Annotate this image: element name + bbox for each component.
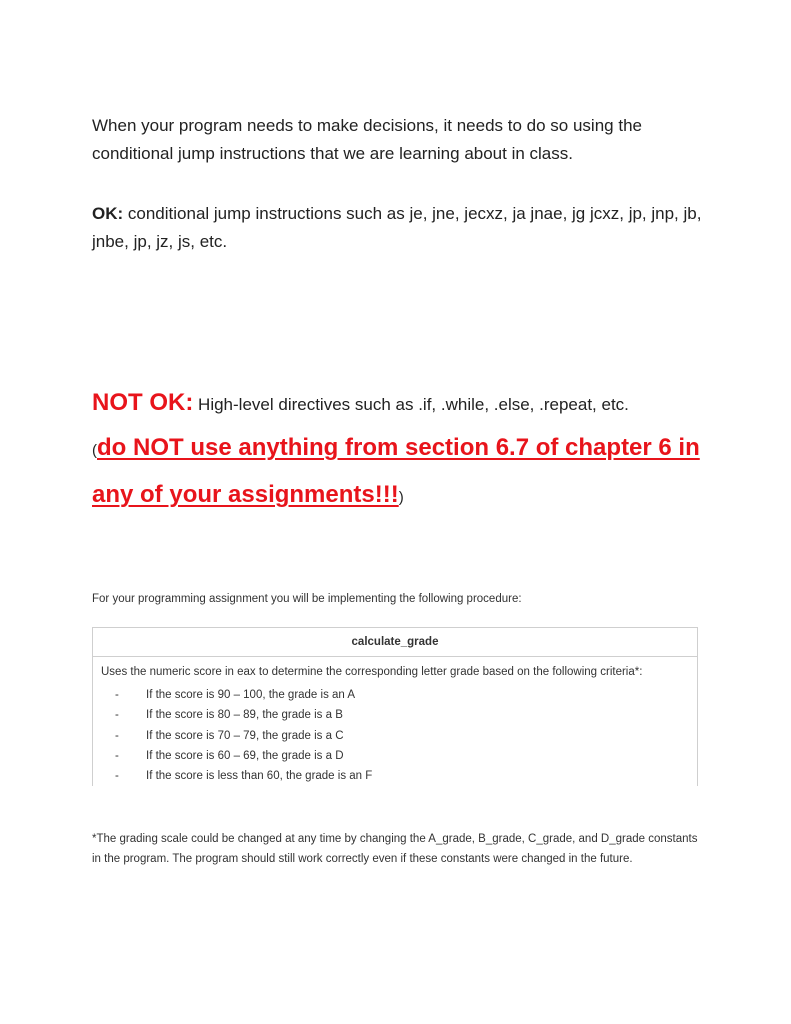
- criteria-list: [101, 685, 689, 786]
- bullet-dash: -: [115, 749, 119, 762]
- warning-close-paren: ): [398, 489, 404, 506]
- criteria-item: [101, 766, 689, 786]
- procedure-description: Uses the numeric score in eax to determine the corresponding letter grade based on the following criteria*:: [101, 666, 643, 678]
- bullet-dash: -: [115, 770, 119, 783]
- criteria-text: If the score is less than 60, the grade is an F: [146, 770, 373, 783]
- warning-open-paren: (: [92, 442, 97, 459]
- criteria-item: [101, 705, 689, 725]
- bullet-dash: -: [115, 729, 119, 742]
- ok-label: OK:: [92, 204, 124, 223]
- footnote: *The grading scale could be changed at any time by changing the A_grade, B_grade, C_grade, and D_grade constants in the program. The program should still work correctly even if these constants were changed in the future.: [92, 833, 698, 865]
- ok-paragraph: [92, 200, 712, 256]
- warning-text: do NOT use anything from section 6.7 of chapter 6 in any of your assignments!!!: [92, 434, 700, 508]
- not-ok-line: [92, 389, 732, 417]
- ok-text: conditional jump instructions such as je, jne, jecxz, ja jnae, jg jcxz, jp, jnp, jb, jnbe, jp, jz, js, etc.: [92, 204, 702, 251]
- criteria-item: [101, 726, 689, 746]
- criteria-item: [101, 746, 689, 766]
- criteria-text: If the score is 60 – 69, the grade is a D: [146, 749, 344, 762]
- criteria-item: [101, 685, 689, 705]
- bullet-dash: -: [115, 689, 119, 701]
- criteria-text: If the score is 80 – 89, the grade is a B: [146, 709, 343, 722]
- intro-paragraph: When your program needs to make decisions, it needs to do so using the conditional jump instructions that we are learning about in class.: [92, 116, 642, 163]
- not-ok-text: High-level directives such as .if, .while, .else, .repeat, etc.: [193, 395, 629, 414]
- procedure-name: calculate_grade: [93, 628, 697, 657]
- procedure-table: [92, 627, 698, 786]
- procedure-body: [93, 657, 697, 786]
- criteria-text: If the score is 70 – 79, the grade is a C: [146, 729, 344, 742]
- assignment-intro: For your programming assignment you will be implementing the following procedure:: [92, 593, 522, 605]
- not-ok-label: NOT OK:: [92, 389, 194, 416]
- section-warning: [92, 426, 712, 520]
- criteria-text: If the score is 90 – 100, the grade is an A: [146, 689, 356, 701]
- bullet-dash: -: [115, 709, 119, 722]
